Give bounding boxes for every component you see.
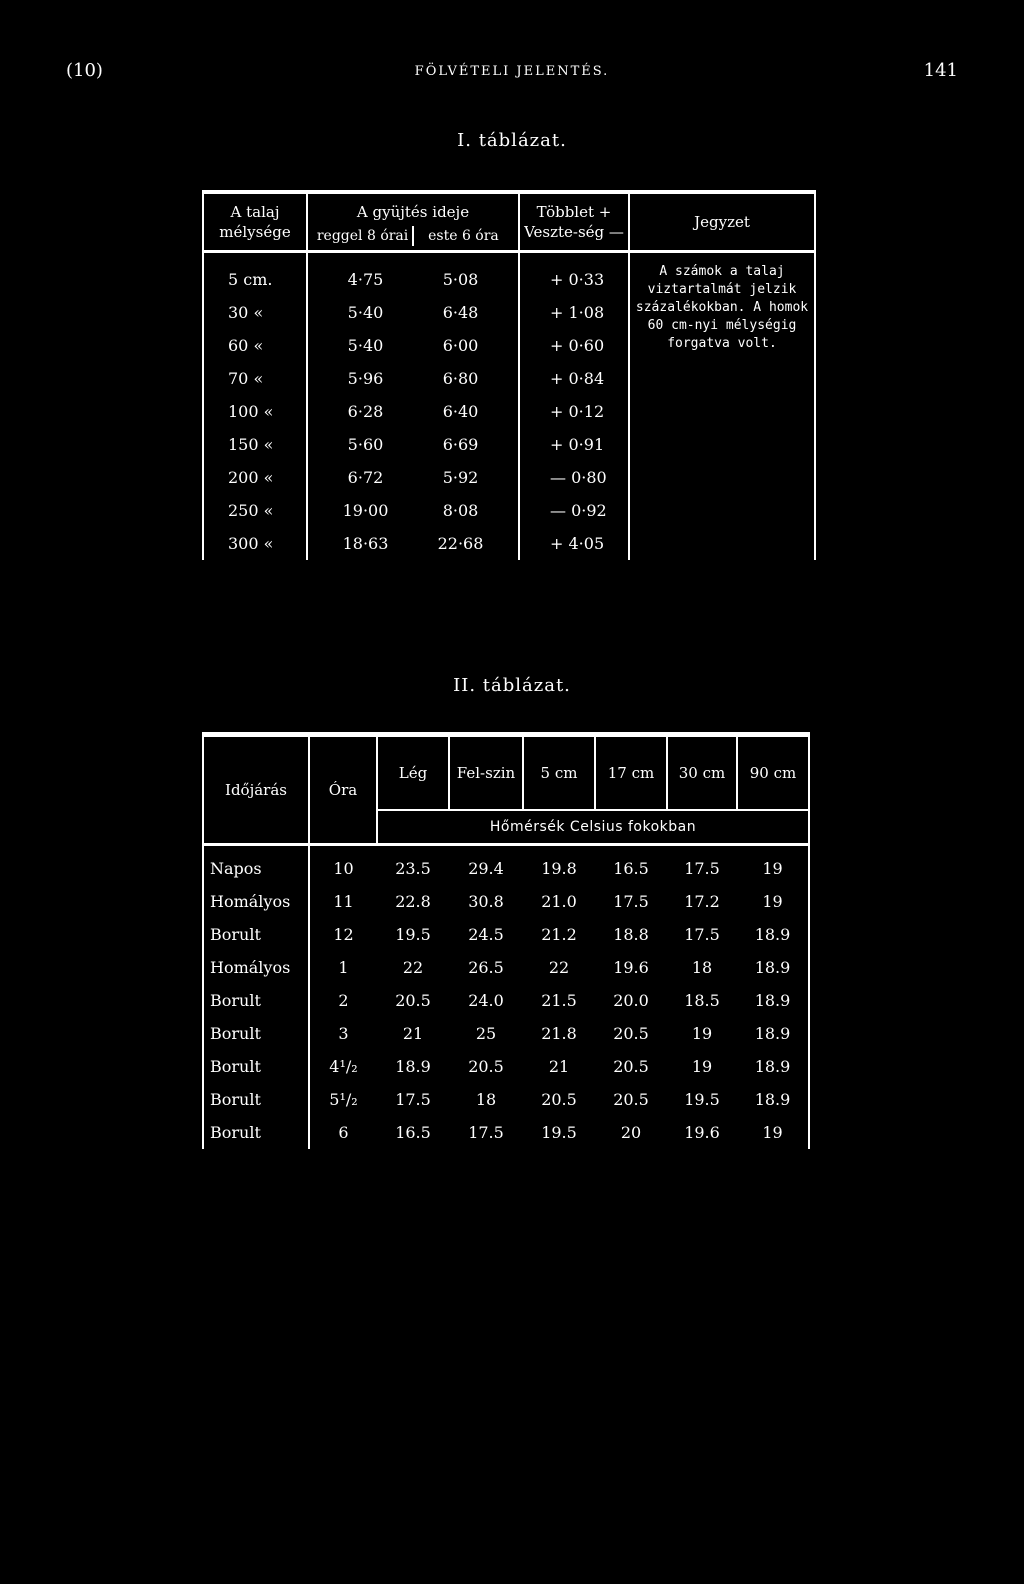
table-row <box>203 845 809 886</box>
note-cell: A számok a talaj viztartalmát jelzik százalékokban. A homok 60 cm-nyi mélységig forgatva volt. <box>629 252 815 561</box>
diff-cell: + 0·33 <box>519 252 629 297</box>
diff-cell: — 0·80 <box>519 461 629 494</box>
weather-cell: Borult <box>203 1116 309 1149</box>
temp-90cm-cell: 19 <box>737 845 809 886</box>
col-surface-header: Fel-szin <box>449 735 523 811</box>
temp-17cm-cell: 16.5 <box>613 859 649 878</box>
temp-5cm-cell: 21.2 <box>541 925 577 944</box>
diff-cell: + 0·12 <box>519 395 629 428</box>
table-row <box>203 1050 809 1083</box>
evening-value: 5·08 <box>442 270 479 289</box>
time-cell <box>307 395 519 428</box>
col-evening-header: este 6 óra <box>412 226 513 246</box>
morning-value: 5·40 <box>347 336 384 355</box>
surface-temp-cell: 17.5 <box>468 1123 504 1142</box>
depth-cell: 300 « <box>203 527 307 560</box>
weather-cell: Napos <box>203 845 309 886</box>
temp-5cm-cell: 20.5 <box>541 1090 577 1109</box>
air-temp-cell: 17.5 <box>395 1090 431 1109</box>
morning-value: 4·75 <box>347 270 384 289</box>
temp-30cm-cell: 19.5 <box>684 1090 720 1109</box>
hour-cell: 6 <box>309 1116 377 1149</box>
temp-90cm-cell: 18.9 <box>737 918 809 951</box>
temp-30cm-cell: 18.5 <box>684 991 720 1010</box>
running-title: FÖLVÉTELI JELENTÉS. <box>414 64 610 79</box>
evening-value: 6·69 <box>442 435 479 454</box>
table-row <box>203 918 809 951</box>
diff-cell: — 0·92 <box>519 494 629 527</box>
col-5cm-header: 5 cm <box>523 735 595 811</box>
temp-30cm-cell: 19.6 <box>684 1123 720 1142</box>
temp-30cm-cell: 17.5 <box>684 859 720 878</box>
col-diff-header: Többlet + Veszte-ség — <box>519 192 629 252</box>
col-17cm-header: 17 cm <box>595 735 667 811</box>
depth-cell: 100 « <box>203 395 307 428</box>
weather-cell: Borult <box>203 1017 309 1050</box>
evening-value: 6·80 <box>442 369 479 388</box>
time-cell <box>307 252 519 297</box>
evening-value: 8·08 <box>442 501 479 520</box>
col-hour-header: Óra <box>309 735 377 845</box>
weather-cell: Borult <box>203 984 309 1017</box>
temp-30cm-cell: 17.2 <box>684 892 720 911</box>
depth-cell: 150 « <box>203 428 307 461</box>
temp-17cm-cell: 20 <box>620 1123 642 1142</box>
temp-5cm-cell: 21.5 <box>541 991 577 1010</box>
temp-90cm-cell: 18.9 <box>737 984 809 1017</box>
hour-cell: 4¹/₂ <box>309 1050 377 1083</box>
evening-value: 22·68 <box>437 534 484 553</box>
table2 <box>202 732 810 1149</box>
time-cell <box>307 296 519 329</box>
page-section-number: (10) <box>66 60 103 81</box>
temp-90cm-cell: 18.9 <box>737 1017 809 1050</box>
air-temp-cell: 16.5 <box>395 1123 431 1142</box>
page-number: 141 <box>923 60 958 81</box>
temp-5cm-cell: 21.8 <box>541 1024 577 1043</box>
depth-cell: 30 « <box>203 296 307 329</box>
depth-cell: 250 « <box>203 494 307 527</box>
depth-cell: 60 « <box>203 329 307 362</box>
table-row <box>203 984 809 1017</box>
weather-cell: Homályos <box>203 885 309 918</box>
temp-30cm-cell: 17.5 <box>684 925 720 944</box>
time-cell <box>307 461 519 494</box>
temp-30cm-cell: 18 <box>691 958 713 977</box>
temp-5cm-cell: 22 <box>548 958 570 977</box>
surface-temp-cell: 24.5 <box>468 925 504 944</box>
temp-5cm-cell: 19.8 <box>541 859 577 878</box>
hour-cell: 11 <box>309 885 377 918</box>
col-note-header: Jegyzet <box>629 192 815 252</box>
surface-temp-cell: 29.4 <box>468 859 504 878</box>
evening-value: 6·00 <box>442 336 479 355</box>
depth-cell: 5 cm. <box>203 252 307 297</box>
col-90cm-header: 90 cm <box>737 735 809 811</box>
table-row <box>203 1017 809 1050</box>
col-weather-header: Időjárás <box>203 735 309 845</box>
temp-17cm-cell: 17.5 <box>613 892 649 911</box>
weather-cell: Homályos <box>203 951 309 984</box>
surface-temp-cell: 24.0 <box>468 991 504 1010</box>
temp-17cm-cell: 20.5 <box>613 1090 649 1109</box>
diff-cell: + 0·84 <box>519 362 629 395</box>
col-time-header: A gyüjtés ideje <box>307 192 519 224</box>
evening-value: 6·48 <box>442 303 479 322</box>
table2-caption: II. táblázat. <box>453 675 571 696</box>
morning-value: 5·40 <box>347 303 384 322</box>
surface-temp-cell: 18 <box>475 1090 497 1109</box>
air-temp-cell: 20.5 <box>395 991 431 1010</box>
temp-5cm-cell: 19.5 <box>541 1123 577 1142</box>
air-temp-cell: 19.5 <box>395 925 431 944</box>
weather-cell: Borult <box>203 1050 309 1083</box>
table-row <box>203 1083 809 1116</box>
temp-5cm-cell: 21.0 <box>541 892 577 911</box>
table-row <box>203 885 809 918</box>
table-row <box>203 1116 809 1149</box>
air-temp-cell: 18.9 <box>395 1057 431 1076</box>
diff-cell: + 0·60 <box>519 329 629 362</box>
air-temp-cell: 23.5 <box>395 859 431 878</box>
diff-cell: + 1·08 <box>519 296 629 329</box>
air-temp-cell: 22.8 <box>395 892 431 911</box>
temp-90cm-cell: 19 <box>737 885 809 918</box>
surface-temp-cell: 30.8 <box>468 892 504 911</box>
col-30cm-header: 30 cm <box>667 735 737 811</box>
surface-temp-cell: 20.5 <box>468 1057 504 1076</box>
col-time-subheaders <box>307 224 519 252</box>
table1-caption: I. táblázat. <box>457 130 567 151</box>
time-cell <box>307 428 519 461</box>
hour-cell: 10 <box>309 845 377 886</box>
time-cell <box>307 329 519 362</box>
air-temp-cell: 21 <box>402 1024 424 1043</box>
surface-temp-cell: 26.5 <box>468 958 504 977</box>
morning-value: 18·63 <box>342 534 389 553</box>
diff-cell: + 4·05 <box>519 527 629 560</box>
morning-value: 6·28 <box>347 402 384 421</box>
temp-90cm-cell: 18.9 <box>737 1050 809 1083</box>
morning-value: 6·72 <box>347 468 384 487</box>
evening-value: 6·40 <box>442 402 479 421</box>
depth-cell: 70 « <box>203 362 307 395</box>
time-cell <box>307 527 519 560</box>
morning-value: 5·96 <box>347 369 384 388</box>
temp-17cm-cell: 20.5 <box>613 1057 649 1076</box>
morning-value: 19·00 <box>342 501 389 520</box>
hour-cell: 1 <box>309 951 377 984</box>
col-depth-header: A talaj mélysége <box>203 192 307 252</box>
table1 <box>202 190 816 560</box>
temp-17cm-cell: 20.5 <box>613 1024 649 1043</box>
time-cell <box>307 362 519 395</box>
hour-cell: 2 <box>309 984 377 1017</box>
morning-value: 5·60 <box>347 435 384 454</box>
weather-cell: Borult <box>203 918 309 951</box>
time-cell <box>307 494 519 527</box>
temp-30cm-cell: 19 <box>691 1057 713 1076</box>
temp-17cm-cell: 20.0 <box>613 991 649 1010</box>
temp-17cm-cell: 19.6 <box>613 958 649 977</box>
col-air-header: Lég <box>377 735 449 811</box>
hour-cell: 5¹/₂ <box>309 1083 377 1116</box>
evening-value: 5·92 <box>442 468 479 487</box>
surface-temp-cell: 25 <box>475 1024 497 1043</box>
temp-17cm-cell: 18.8 <box>613 925 649 944</box>
diff-cell: + 0·91 <box>519 428 629 461</box>
page-header <box>60 60 964 90</box>
temp-90cm-cell: 19 <box>737 1116 809 1149</box>
temp-90cm-cell: 18.9 <box>737 1083 809 1116</box>
weather-cell: Borult <box>203 1083 309 1116</box>
table-row <box>203 951 809 984</box>
table-row <box>203 252 815 297</box>
depth-cell: 200 « <box>203 461 307 494</box>
temp-90cm-cell: 18.9 <box>737 951 809 984</box>
hour-cell: 12 <box>309 918 377 951</box>
hour-cell: 3 <box>309 1017 377 1050</box>
unit-row: Hőmérsék Celsius fokokban <box>377 810 809 845</box>
temp-5cm-cell: 21 <box>548 1057 570 1076</box>
col-morning-header: reggel 8 órai <box>316 228 409 244</box>
air-temp-cell: 22 <box>402 958 424 977</box>
temp-30cm-cell: 19 <box>691 1024 713 1043</box>
